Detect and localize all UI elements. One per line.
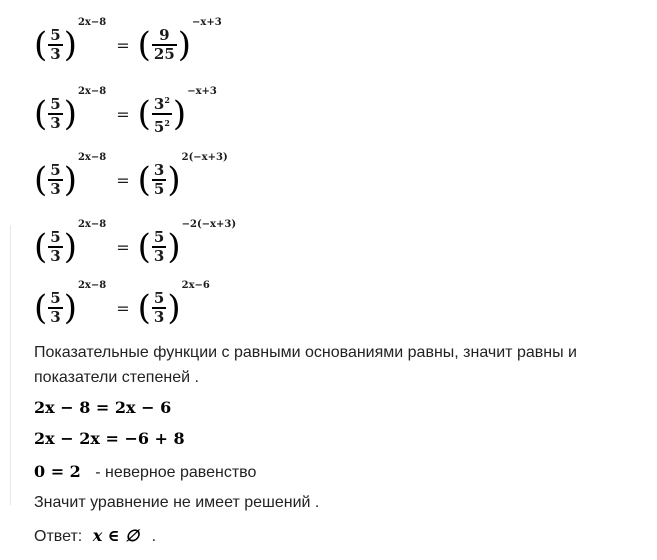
lhs-fraction: $\frac{5}{3}$ xyxy=(50,228,61,265)
equation-step-5: ( $\frac{5}{3}$ ) 2x−8 = ( $\frac{5}{3}$ ) 2x−6 xyxy=(34,280,210,328)
equals-sign: = xyxy=(116,170,130,190)
rhs-exponent: −2(−x+3) xyxy=(181,219,237,230)
rhs-fraction: $\frac{5}{3}$ xyxy=(153,228,165,265)
equation-step-4: ( $\frac{5}{3}$ ) 2x−8 = ( $\frac{5}{3}$ ) −2(−x+3) xyxy=(34,219,237,267)
result-note: - неверное равенство xyxy=(95,464,257,481)
rhs-exponent: 2x−6 xyxy=(181,280,210,291)
answer-math: x ∈ ∅ xyxy=(92,526,140,545)
result-math: 0 = 2 xyxy=(34,462,81,481)
conclusion-text: Значит уравнение не имеет решений . xyxy=(34,494,320,511)
equation-result xyxy=(34,460,256,485)
equals-sign: = xyxy=(116,298,130,318)
rhs-exponent: 2(−x+3) xyxy=(181,152,228,163)
rhs-fraction: $\frac{9}{25}$ xyxy=(153,26,175,63)
answer-period: . xyxy=(151,528,157,545)
equals-sign: = xyxy=(116,104,130,124)
lhs-exponent: 2x−8 xyxy=(77,86,107,97)
lhs-exponent: 2x−8 xyxy=(77,280,107,291)
lhs-fraction: $\frac{5}{3}$ xyxy=(50,26,61,63)
explanation-text xyxy=(34,340,577,390)
lhs-fraction: $\frac{5}{3}$ xyxy=(50,289,61,326)
equation-simplified-2: 2x − 2x = −6 + 8 xyxy=(34,429,185,448)
equation-step-3: ( $\frac{5}{3}$ ) 2x−8 = ( $\frac{3}{5}$ ) 2(−x+3) xyxy=(34,152,228,200)
equation-step-1: ( $\frac{5}{3}$ ) 2x−8 = ( $\frac{9}{25}$ ) −x+3 xyxy=(34,17,222,65)
lhs-exponent: 2x−8 xyxy=(77,152,107,163)
lhs-exponent: 2x−8 xyxy=(77,219,107,230)
equation-simplified-1: 2x − 8 = 2x − 6 xyxy=(34,398,172,417)
left-paren: ( xyxy=(34,25,48,65)
right-paren: ) xyxy=(63,25,77,65)
answer-line xyxy=(34,523,156,549)
rhs-fraction: $\frac{3^2}{5^2}$ xyxy=(153,95,170,136)
equation-step-2: ( $\frac{5}{3}$ ) 2x−8 = ( $\frac{3^2}{5^2}$ ) −x+3 xyxy=(34,86,217,136)
left-divider xyxy=(10,225,11,505)
explanation-line-2: показатели степеней . xyxy=(34,369,199,386)
explanation-line-1: Показательные функции с равными основаниями равны, значит равны и xyxy=(34,344,577,361)
rhs-fraction: $\frac{5}{3}$ xyxy=(153,289,165,326)
equals-sign: = xyxy=(116,35,130,55)
lhs-fraction: $\frac{5}{3}$ xyxy=(50,161,61,198)
rhs-exponent: −x+3 xyxy=(192,17,222,28)
answer-label: Ответ: xyxy=(34,528,83,545)
equals-sign: = xyxy=(116,237,130,257)
lhs-fraction: $\frac{5}{3}$ xyxy=(50,95,61,132)
rhs-fraction: $\frac{3}{5}$ xyxy=(153,161,165,198)
rhs-exponent: −x+3 xyxy=(187,86,217,97)
lhs-exponent: 2x−8 xyxy=(77,17,107,28)
